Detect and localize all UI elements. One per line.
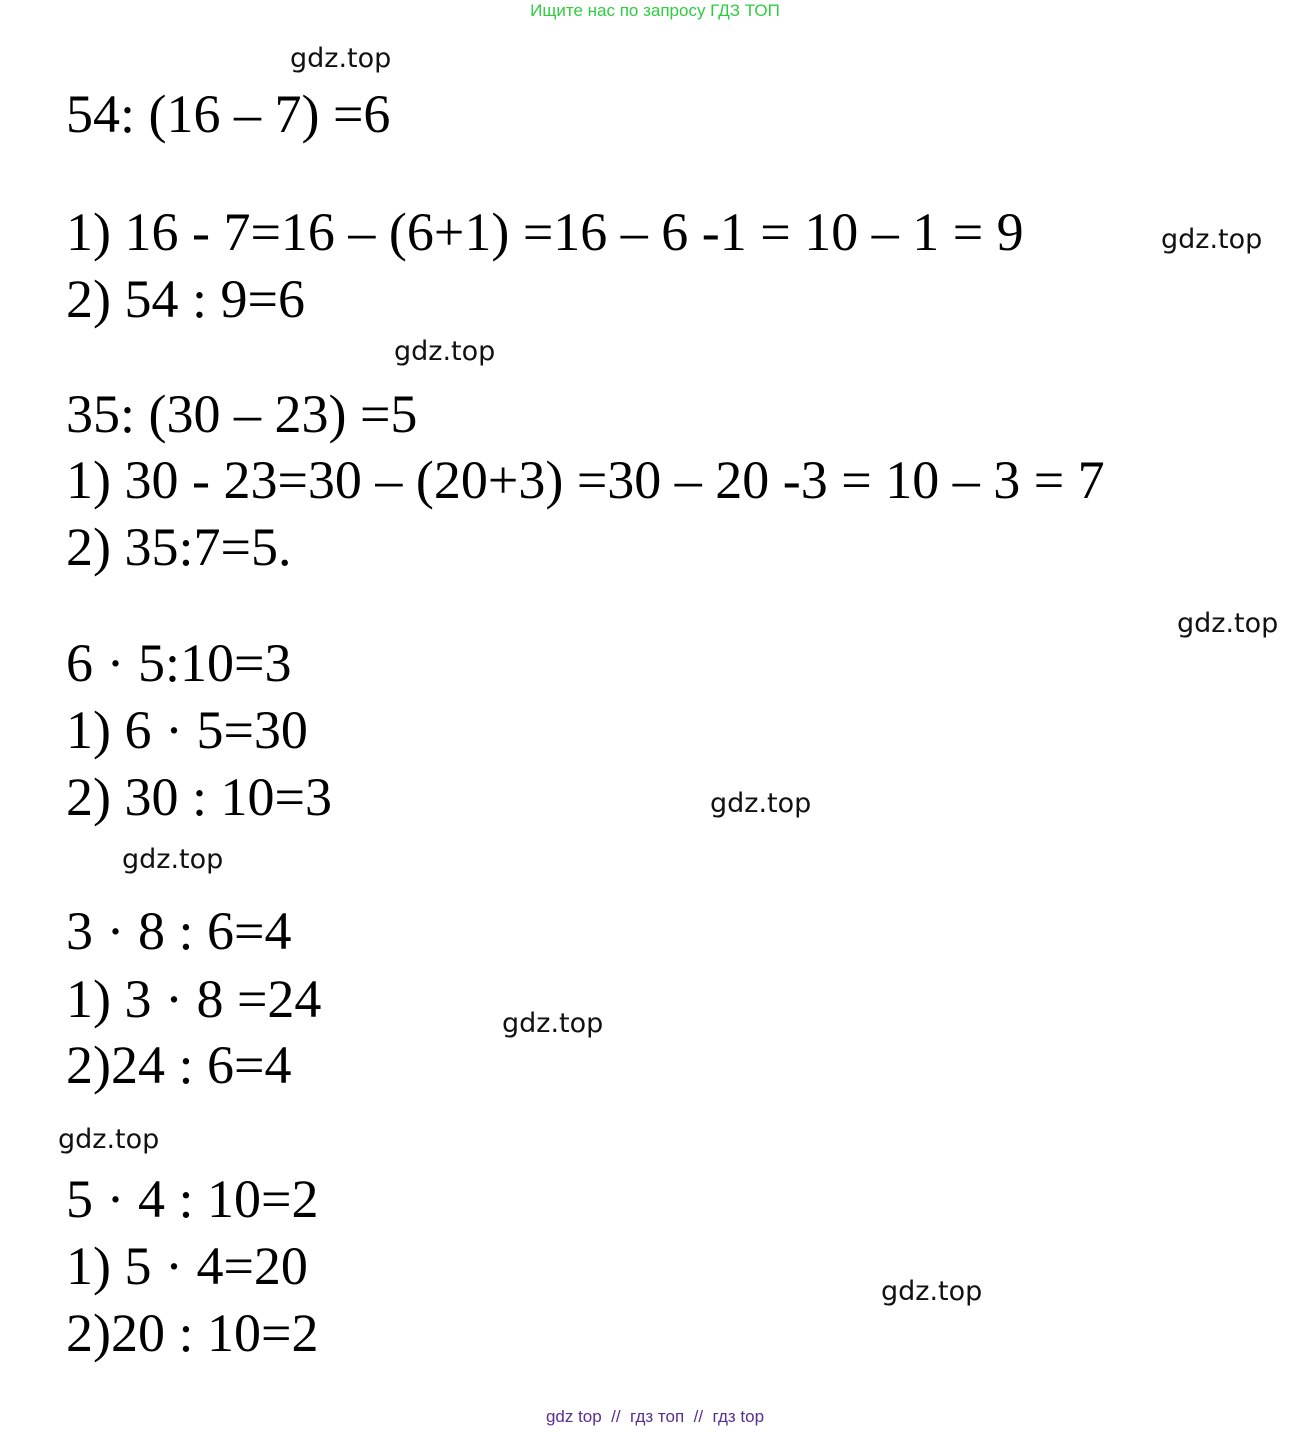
watermark: gdz.top <box>58 1124 160 1155</box>
problem-2-step-2: 2) 35:7=5. <box>66 517 292 577</box>
watermark: gdz.top <box>1177 608 1279 639</box>
watermark: gdz.top <box>881 1276 983 1307</box>
problem-4-step-1: 1) 3 · 8 =24 <box>66 969 322 1029</box>
problem-1-step-1: 1) 16 - 7=16 – (6+1) =16 – 6 -1 = 10 – 1 = 9 <box>66 202 1024 262</box>
top-banner: Ищите нас по запросу ГДЗ ТОП <box>530 1 780 20</box>
problem-3-expression: 6 · 5:10=3 <box>66 633 292 693</box>
problem-2-step-1: 1) 30 - 23=30 – (20+3) =30 – 20 -3 = 10 – 3 = 7 <box>66 450 1105 510</box>
problem-4-step-2: 2)24 : 6=4 <box>66 1035 292 1095</box>
problem-1-expression: 54: (16 – 7) =6 <box>66 84 391 144</box>
problem-1-step-2: 2) 54 : 9=6 <box>66 269 305 329</box>
problem-5-step-1: 1) 5 · 4=20 <box>66 1236 308 1296</box>
footer-links: gdz top // гдз топ // гдз top <box>545 1407 765 1426</box>
problem-2-expression: 35: (30 – 23) =5 <box>66 384 418 444</box>
watermark: gdz.top <box>1161 224 1263 255</box>
problem-3-step-2: 2) 30 : 10=3 <box>66 767 332 827</box>
problem-4-expression: 3 · 8 : 6=4 <box>66 901 292 961</box>
watermark: gdz.top <box>710 788 812 819</box>
problem-3-step-1: 1) 6 · 5=30 <box>66 700 308 760</box>
watermark: gdz.top <box>394 336 496 367</box>
problem-5-step-2: 2)20 : 10=2 <box>66 1303 319 1363</box>
problem-5-expression: 5 · 4 : 10=2 <box>66 1169 319 1229</box>
watermark: gdz.top <box>122 844 224 875</box>
watermark: gdz.top <box>502 1008 604 1039</box>
watermark: gdz.top <box>290 43 392 74</box>
